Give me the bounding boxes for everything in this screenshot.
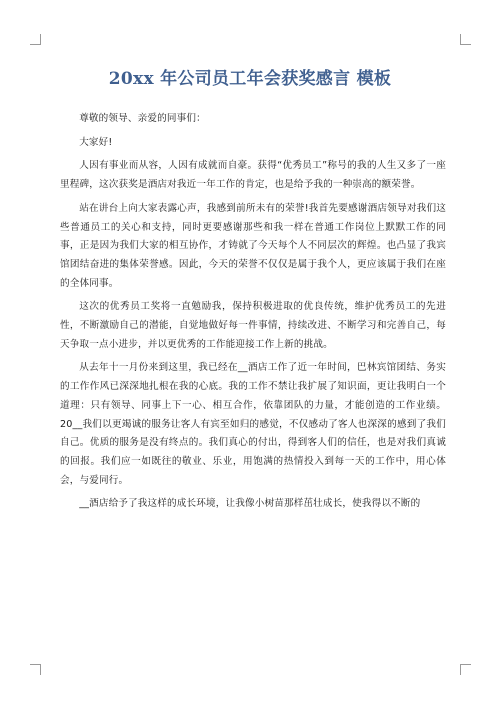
document-title: 20xx 年公司员工年会获奖感言 模板 [108,69,392,89]
body-paragraph: 这次的优秀员工奖将一直勉励我，保持积极进取的优良传统，维护优秀员工的先进性，不断激励自己的潜能，自觉地做好每一件事情，持续改进、不断学习和完善自己，每天争取一点小进步，并以更优秀的工作能迎接工作上新的挑战。 [60,301,446,350]
body-paragraph: __酒店给予了我这样的成长环境，让我像小树苗那样茁壮成长，使我得以不断的 [79,498,421,510]
salutation-line: 大家好! [79,136,113,148]
body-paragraph: 站在讲台上向大家表露心声，我感到前所未有的荣誉!我首先要感谢酒店领导对我们这些普通员工的关心和支持，同时更要感谢那些和我一样在普通工作岗位上默默工作的同事，正是因为我们大家的相互协作，才铸就了今天每个人不同层次的辉煌。也凸显了我宾馆团结奋进的集体荣誉感。因此，今天的荣誉不仅仅是属于我个人，更应该属于我们在座的全体同事。 [60,202,446,289]
crop-mark-top-left [30,34,41,45]
document-body [60,110,446,519]
body-paragraph: 人因有事业而从容，人因有成就而自豪。获得“优秀员工”称号的我的人生又多了一座里程碑，这次获奖是酒店对我近一年工作的肯定，也是给予我的一种崇高的额荣誉。 [60,160,446,191]
crop-mark-top-right [460,34,471,45]
body-paragraph: 从去年十一月份来到这里，我已经在__酒店工作了近一年时间，巴林宾馆团结、务实的工作作风已深深地扎根在我的心底。我的工作不禁让我扩展了知识面，更让我明白一个道理：只有领导、同事上下一心、相互合作，依靠团队的力量，才能创造的工作业绩。20__我们以更竭诚的服务让客人有宾至如归的感觉，不仅感动了客人也深深的感到了我们自己。优质的服务是没有终点的。我们真心的付出，得到客人们的信任，也是对我们真诚的回报。我们应一如既往的敬业、乐业，用饱满的热情投入到每一天的工作中，用心体会，与爱同行。 [60,362,446,486]
crop-mark-bottom-left [30,664,41,675]
crop-mark-bottom-right [460,664,471,675]
greeting-line: 尊敬的领导、亲爱的同事们： [79,113,206,124]
